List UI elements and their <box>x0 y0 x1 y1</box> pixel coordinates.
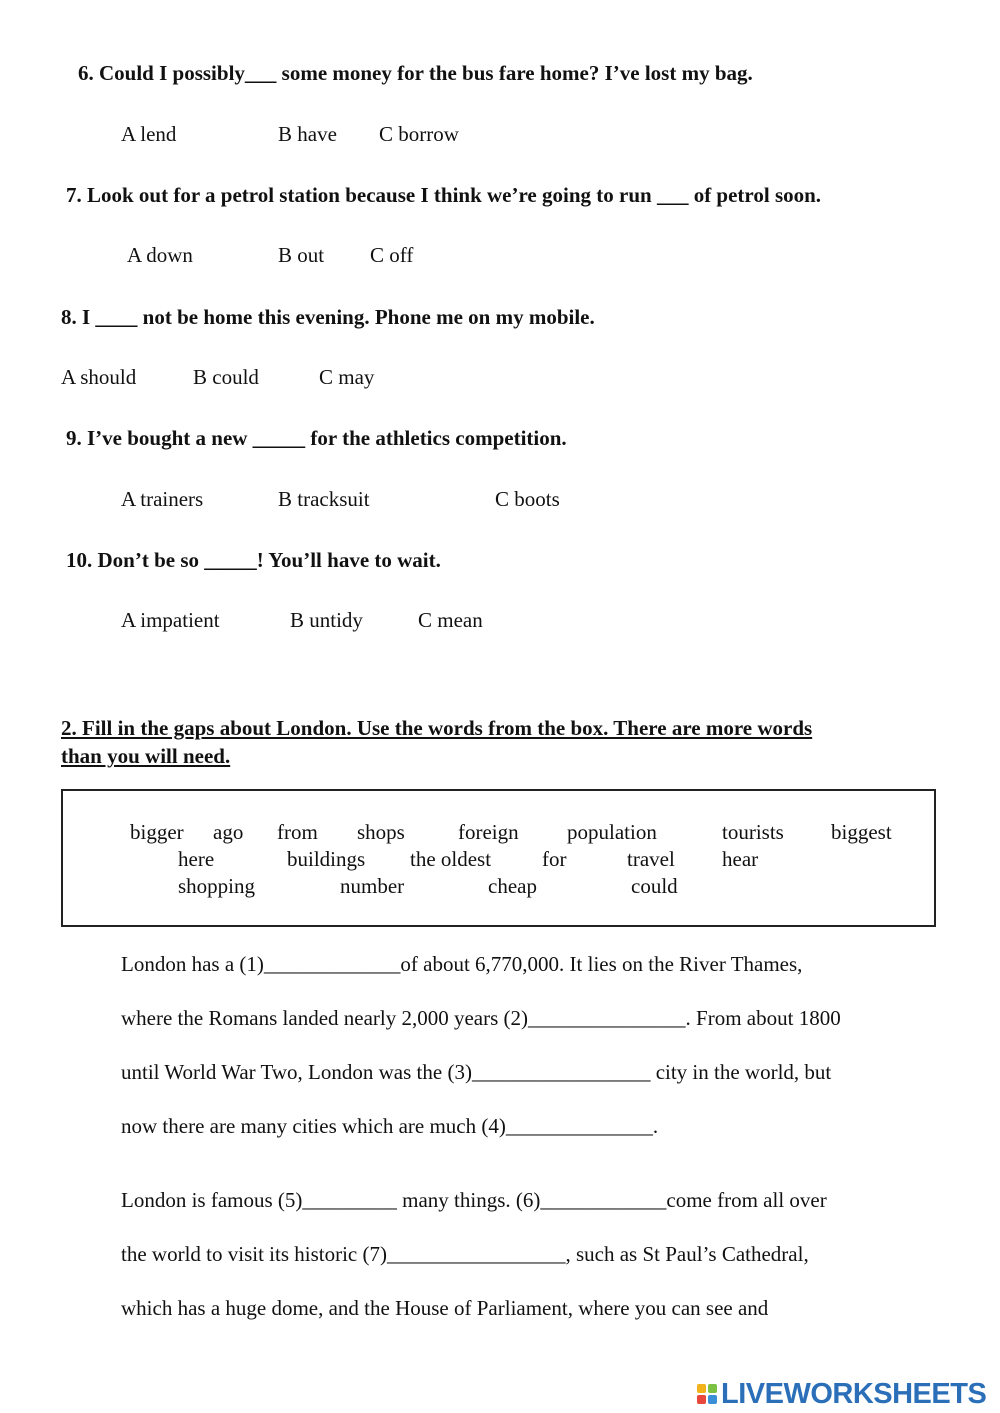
word-box-item: hear <box>722 847 759 871</box>
question-7-option-b[interactable]: B out <box>278 243 325 267</box>
question-8-option-c[interactable]: C may <box>319 365 375 389</box>
paragraph-2-line-3: which has a huge dome, and the House of Parliament, where you can see and <box>121 1296 769 1320</box>
liveworksheets-logo <box>697 1378 986 1410</box>
section-2-title-line-2: than you will need. <box>61 744 231 768</box>
paragraph-1-line-3: until World War Two, London was the (3)_________________ city in the world, but <box>121 1060 832 1084</box>
paragraph-2-line-1: London is famous (5)_________ many things. (6)____________come from all over <box>121 1188 827 1212</box>
question-9-option-c[interactable]: C boots <box>495 487 560 511</box>
word-box-item: foreign <box>458 820 519 844</box>
question-6: 6. Could I possibly___ some money for the bus fare home? I’ve lost my bag. <box>78 61 753 85</box>
question-10-option-b[interactable]: B untidy <box>290 608 363 632</box>
word-box-item: shopping <box>178 874 256 898</box>
question-6-option-c[interactable]: C borrow <box>379 122 459 146</box>
word-box-item: buildings <box>287 847 366 871</box>
question-8: 8. I ____ not be home this evening. Phone me on my mobile. <box>61 305 595 329</box>
logo-text: LIVEWORKSHEETS <box>721 1377 987 1410</box>
question-6-option-a[interactable]: A lend <box>121 122 177 146</box>
question-7: 7. Look out for a petrol station because I think we’re going to run ___ of petrol soon. <box>66 183 822 207</box>
word-box-item: from <box>277 820 318 844</box>
question-9: 9. I’ve bought a new _____ for the athletics competition. <box>66 426 567 450</box>
question-10-option-a[interactable]: A impatient <box>121 608 220 632</box>
word-box-item: travel <box>627 847 675 871</box>
question-6-option-b[interactable]: B have <box>278 122 337 146</box>
word-box-item: biggest <box>831 820 892 844</box>
question-8-option-b[interactable]: B could <box>193 365 259 389</box>
word-box-item: population <box>567 820 657 844</box>
word-box-item: cheap <box>488 874 537 898</box>
word-box-item: bigger <box>130 820 184 844</box>
paragraph-1-line-2: where the Romans landed nearly 2,000 years (2)_______________. From about 1800 <box>121 1006 841 1030</box>
word-box-item: for <box>542 847 567 871</box>
paragraph-2-line-2: the world to visit its historic (7)_________________, such as St Paul’s Cathedral, <box>121 1242 809 1266</box>
question-10-option-c[interactable]: C mean <box>418 608 483 632</box>
word-box-item: ago <box>213 820 244 844</box>
question-9-option-a[interactable]: A trainers <box>121 487 204 511</box>
question-8-option-a[interactable]: A should <box>61 365 137 389</box>
liveworksheets-logo-icon <box>697 1384 717 1404</box>
paragraph-1-line-1: London has a (1)_____________of about 6,770,000. It lies on the River Thames, <box>121 952 803 976</box>
question-7-option-a[interactable]: A down <box>127 243 193 267</box>
word-box-item: number <box>340 874 405 898</box>
question-7-option-c[interactable]: C off <box>370 243 414 267</box>
word-box-item: could <box>631 874 678 898</box>
word-box-item: tourists <box>722 820 784 844</box>
word-box-item: shops <box>357 820 405 844</box>
section-2-title-line-1: 2. Fill in the gaps about London. Use the words from the box. There are more words <box>61 716 813 740</box>
word-box-item: here <box>178 847 215 871</box>
question-10: 10. Don’t be so _____! You’ll have to wait. <box>66 548 441 572</box>
paragraph-1-line-4: now there are many cities which are much (4)______________. <box>121 1114 659 1138</box>
word-box-item: the oldest <box>410 847 492 871</box>
question-9-option-b[interactable]: B tracksuit <box>278 487 370 511</box>
